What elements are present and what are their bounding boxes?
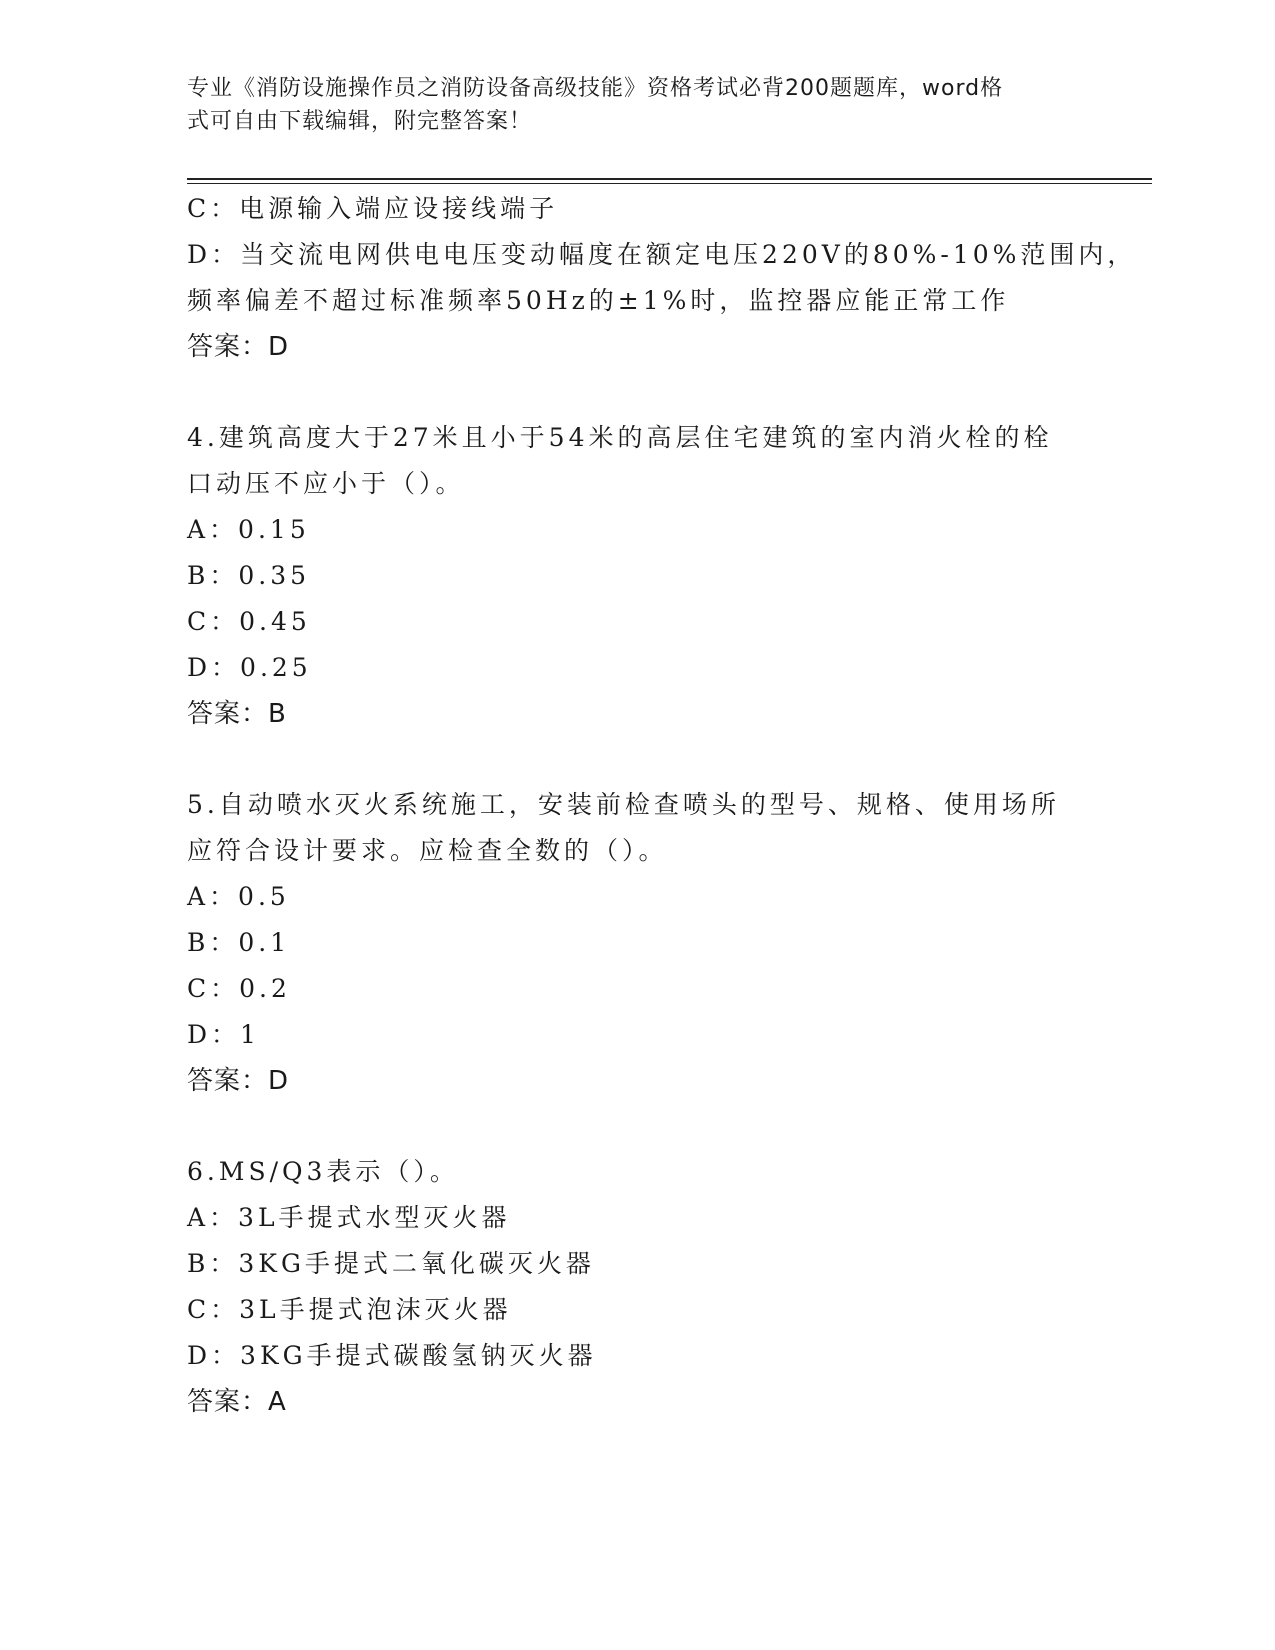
header-rule-thin bbox=[187, 183, 1152, 184]
answer-line: 答案：D bbox=[187, 1066, 290, 1096]
option-d-line-1: D：当交流电网供电电压变动幅度在额定电压220V的80%-10%范围内， bbox=[187, 240, 1137, 269]
spacer bbox=[187, 1104, 1087, 1149]
header-rule-thick bbox=[187, 178, 1152, 180]
question-5 bbox=[187, 782, 1087, 1104]
answer-line: 答案：D bbox=[187, 332, 290, 362]
header-title-line-2: 式可自由下载编辑，附完整答案！ bbox=[187, 109, 533, 134]
option-a: A：0.5 bbox=[187, 882, 290, 911]
option-c: C：0.2 bbox=[187, 974, 291, 1003]
option-d: D：1 bbox=[187, 1020, 260, 1049]
option-b: B：0.1 bbox=[187, 928, 291, 957]
option-a: A：3L手提式水型灭火器 bbox=[187, 1203, 511, 1232]
question-stem-line-1: 5.自动喷水灭火系统施工，安装前检查喷头的型号、规格、使用场所 bbox=[187, 790, 1060, 819]
spacer bbox=[187, 370, 1087, 415]
option-d: D：0.25 bbox=[187, 653, 312, 682]
page-header bbox=[187, 72, 1067, 138]
question-4 bbox=[187, 415, 1087, 737]
question-content bbox=[187, 186, 1137, 1425]
question-3-continued bbox=[187, 186, 1137, 370]
question-stem-line-1: 6.MS/Q3表示（）。 bbox=[187, 1157, 459, 1186]
option-b: B：3KG手提式二氧化碳灭火器 bbox=[187, 1249, 595, 1278]
answer-line: 答案：B bbox=[187, 699, 287, 729]
option-c: C：3L手提式泡沫灭火器 bbox=[187, 1295, 512, 1324]
question-6 bbox=[187, 1149, 1087, 1425]
question-stem-line-1: 4.建筑高度大于27米且小于54米的高层住宅建筑的室内消火栓的栓 bbox=[187, 423, 1053, 452]
option-a: A：0.15 bbox=[187, 515, 310, 544]
option-c: C：0.45 bbox=[187, 607, 311, 636]
question-stem-line-2: 应符合设计要求。应检查全数的（）。 bbox=[187, 836, 668, 865]
header-title-line-1: 专业《消防设施操作员之消防设备高级技能》资格考试必背200题题库，word格 bbox=[187, 76, 1004, 101]
question-stem-line-2: 口动压不应小于（）。 bbox=[187, 469, 465, 498]
spacer bbox=[187, 737, 1087, 782]
answer-line: 答案：A bbox=[187, 1387, 287, 1417]
option-b: B：0.35 bbox=[187, 561, 311, 590]
option-c: C：电源输入端应设接线端子 bbox=[187, 194, 559, 223]
option-d: D：3KG手提式碳酸氢钠灭火器 bbox=[187, 1341, 597, 1370]
option-d-line-2: 频率偏差不超过标准频率50Hz的±1%时，监控器应能正常工作 bbox=[187, 286, 1010, 315]
